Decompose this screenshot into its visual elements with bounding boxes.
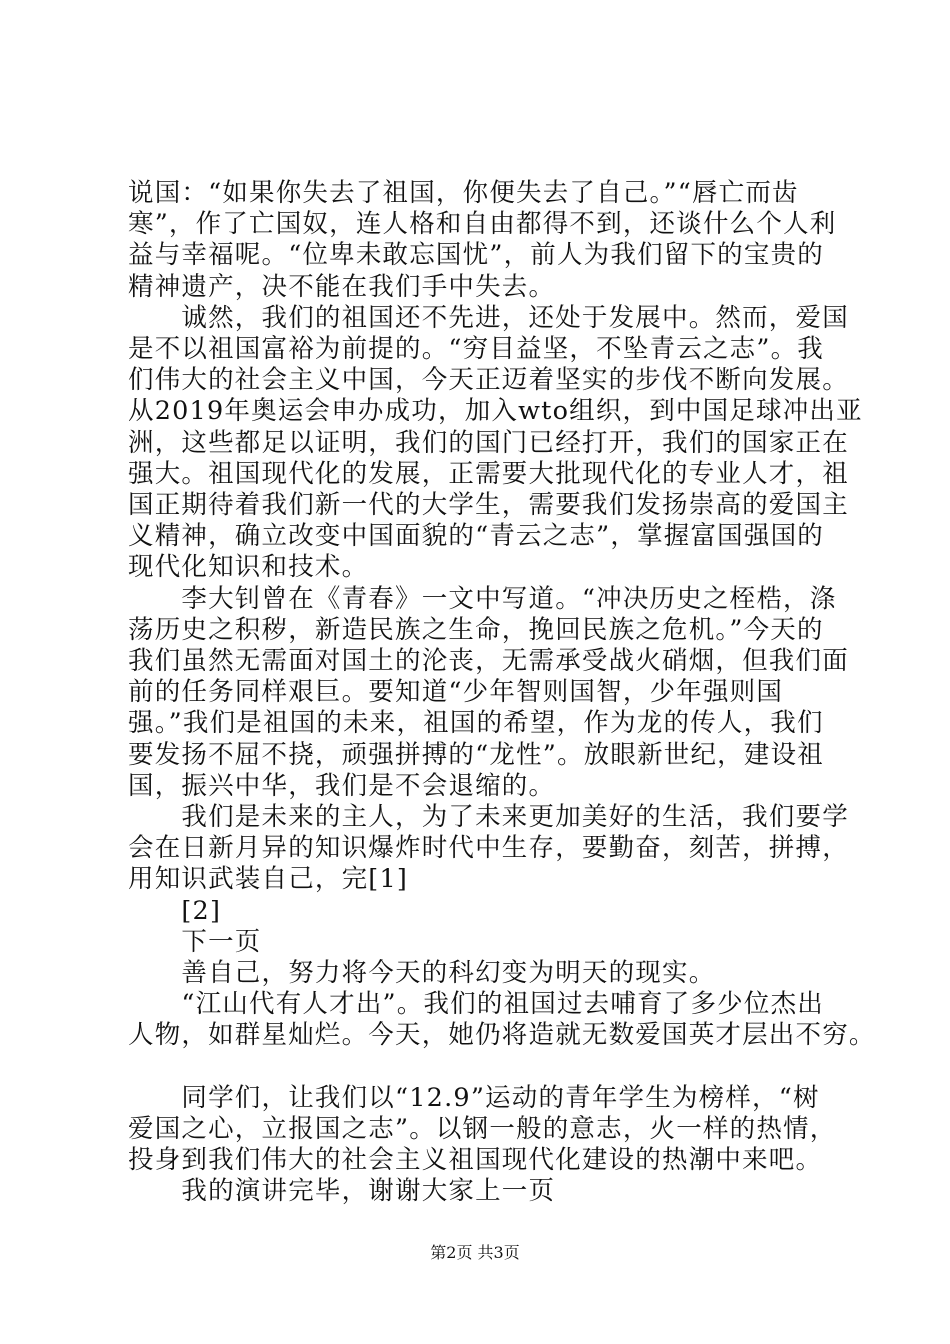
paragraph-line: 精神遗产，决不能在我们手中失去。 xyxy=(128,271,556,302)
paragraph-line: 从2019年奥运会申办成功，加入wto组织，到中国足球冲出亚 xyxy=(128,396,863,427)
paragraph-line: 国，振兴中华，我们是不会退缩的。 xyxy=(128,770,556,801)
closing-line: 我的演讲完毕，谢谢大家上一页 xyxy=(128,1176,556,1207)
paragraph-line: 会在日新月异的知识爆炸时代中生存，要勤奋，刻苦，拼搏， xyxy=(128,833,849,864)
paragraph-line: 爱国之心，立报国之志”。以钢一般的意志，火一样的热情， xyxy=(128,1114,837,1144)
paragraph-line: 要发扬不屈不挠，顽强拼搏的“龙性”。放眼新世纪，建设祖 xyxy=(128,739,824,770)
paragraph-line: 荡历史之积秽，新造民族之生命，挽回民族之危机。”今天的 xyxy=(128,614,824,645)
paragraph-line: 说国：“如果你失去了祖国，你便失去了自己。”“唇亡而齿 xyxy=(128,178,799,208)
paragraph-line: 李大钊曾在《青春》一文中写道。“冲决历史之桎梏，涤 xyxy=(128,583,837,614)
footnote-link-2[interactable]: [2] xyxy=(128,895,222,926)
paragraph-line: 同学们，让我们以“12.9”运动的青年学生为榜样，“树 xyxy=(128,1082,820,1113)
paragraph-line: “江山代有人才出”。我们的祖国过去哺育了多少位杰出 xyxy=(128,989,824,1020)
paragraph-line: 们伟大的社会主义中国，今天正迈着坚实的步伐不断向发展。 xyxy=(128,365,849,396)
paragraph-line: 益与幸福呢。“位卑未敢忘国忧”，前人为我们留下的宝贵的 xyxy=(128,240,824,271)
paragraph-line: 我们虽然无需面对国土的沦丧，无需承受战火硝烟，但我们面 xyxy=(128,646,849,676)
paragraph-line: 义精神，确立改变中国面貌的“青云之志”，掌握富国强国的 xyxy=(128,521,824,552)
paragraph-line: 国正期待着我们新一代的大学生，需要我们发扬崇高的爱国主 xyxy=(128,490,849,520)
paragraph-line: 强。”我们是祖国的未来，祖国的希望，作为龙的传人，我们 xyxy=(128,708,824,739)
paragraph-line: 强大。祖国现代化的发展，正需要大批现代化的专业人才，祖 xyxy=(128,458,849,489)
next-page-link[interactable]: 下一页 xyxy=(128,926,262,957)
paragraph-line: 用知识武装自己，完[1] xyxy=(128,864,409,895)
paragraph-line: 善自己，努力将今天的科幻变为明天的现实。 xyxy=(128,958,716,988)
paragraph-line: 前的任务同样艰巨。要知道“少年智则国智，少年强则国 xyxy=(128,677,784,708)
paragraph-line: 是不以祖国富裕为前提的。“穷目益坚，不坠青云之志”。我 xyxy=(128,334,824,364)
paragraph-line: 我们是未来的主人，为了未来更加美好的生活，我们要学 xyxy=(128,802,849,832)
paragraph-line: 寒”，作了亡国奴，连人格和自由都得不到，还谈什么个人利 xyxy=(128,209,837,240)
paragraph-line: 人物，如群星灿烂。今天，她仍将造就无数爱国英才层出不穷。 xyxy=(128,1020,876,1051)
paragraph-line: 现代化知识和技术。 xyxy=(128,552,369,583)
paragraph-line: 诚然，我们的祖国还不先进，还处于发展中。然而，爱国 xyxy=(128,302,849,333)
paragraph-line: 洲，这些都足以证明，我们的国门已经打开，我们的国家正在 xyxy=(128,427,849,458)
page-number-footer: 第2页 共3页 xyxy=(430,1243,520,1262)
paragraph-line: 投身到我们伟大的社会主义祖国现代化建设的热潮中来吧。 xyxy=(128,1145,823,1176)
